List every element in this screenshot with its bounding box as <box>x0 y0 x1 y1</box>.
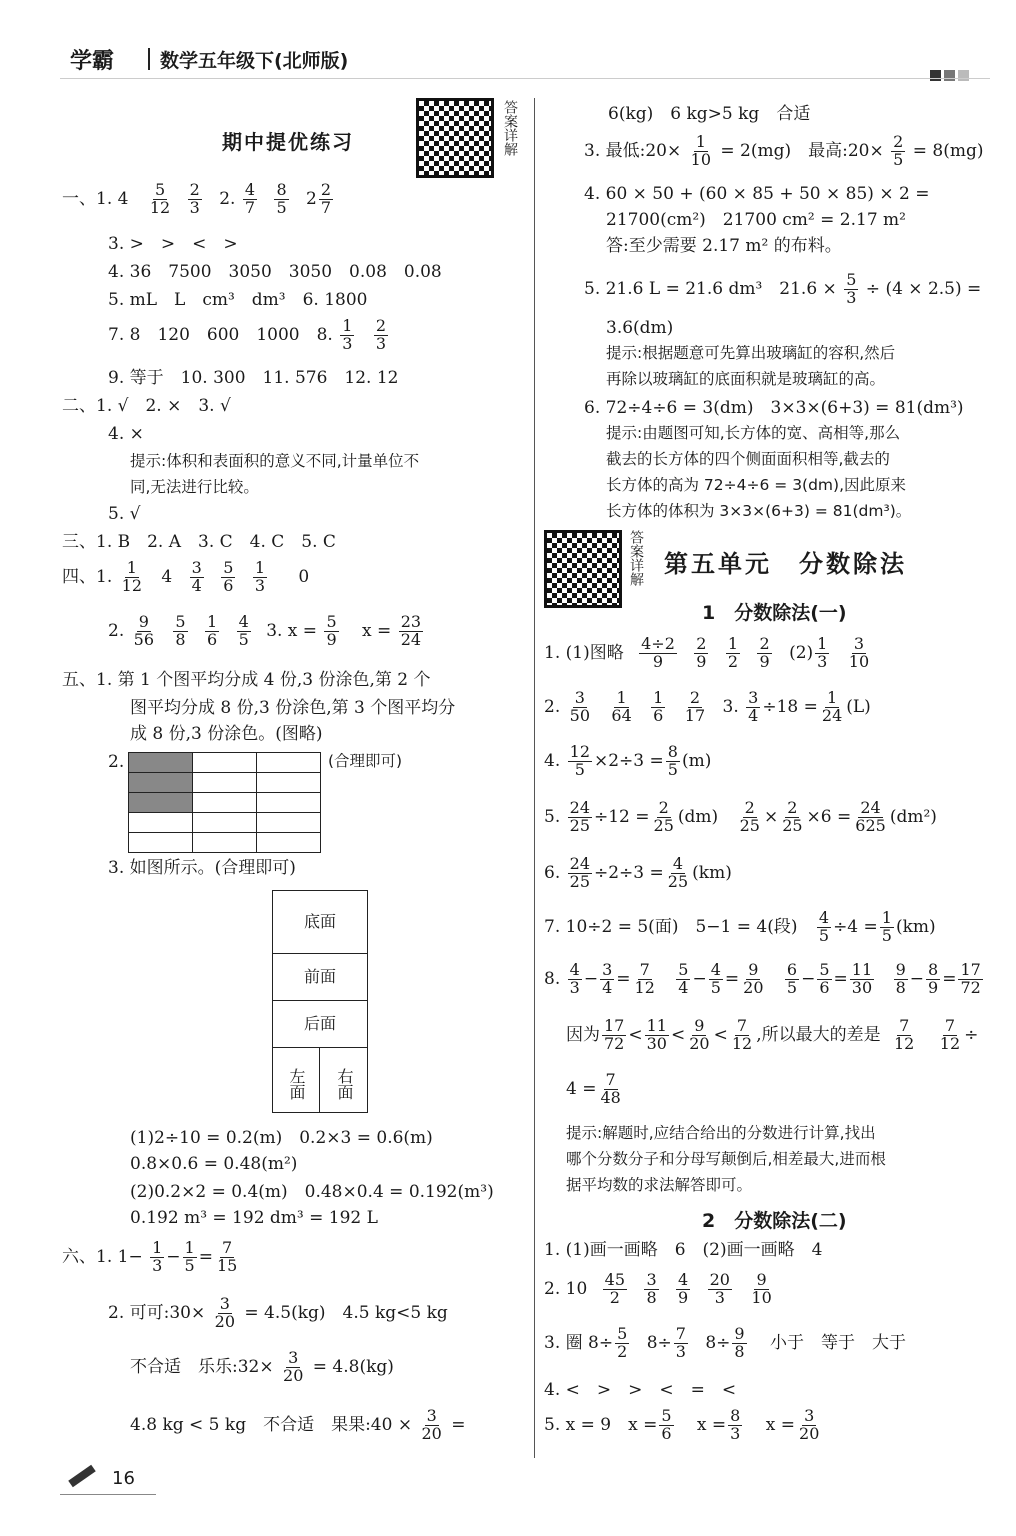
footer-rule <box>60 1494 156 1495</box>
r6-tip-2: 截去的长方体的四个侧面面积相等,截去的 <box>606 450 890 468</box>
r-line3: 3. 最低:20× $\frac{1}{10}$ = 2(mg) 最高:20× $\frac{2}{5}$ = 8(mg) <box>584 132 984 169</box>
s1-line7: 7. 8 120 600 1000 8. $\frac{1}{3}$ $\frac{2}{3}$ <box>108 316 387 353</box>
shaded-grid <box>128 752 321 853</box>
r6-tip-1: 提示:由题图可知,长方体的宽、高相等,那么 <box>606 424 901 442</box>
s5-line1c: 成 8 份,3 份涂色。(图略) <box>130 724 323 744</box>
header-divider <box>148 48 150 70</box>
s6-line2e: 4.8 kg < 5 kg 不合适 果果:40 × $\frac{3}{20}$ = <box>130 1406 466 1443</box>
qr-code-icon <box>416 98 494 178</box>
s2-line4: 4. × <box>108 424 144 444</box>
net-left: 左面 <box>272 1047 320 1113</box>
r-line5: 5. 21.6 L = 21.6 dm³ 21.6 × $\frac{5}{3}$ ÷ (4 × 2.5) = <box>584 270 982 307</box>
r6-tip-3: 长方体的高为 72÷4÷6 = 3(dm),因此原来 <box>606 476 907 494</box>
s4-line2: 2. $\frac{9}{56}$ $\frac{5}{8}$ $\frac{1}{6}$ $\frac{4}{5}$ 3. x = $\frac{5}{9}$ x = $\frac{23}{24}$ <box>108 612 422 649</box>
s1-line9: 9. 等于 10. 300 11. 576 12. 12 <box>108 368 399 388</box>
brand-logo: 学霸 <box>70 49 115 74</box>
s5-line3: 3. 如图所示。(合理即可) <box>108 858 296 878</box>
r-line4c: 答:至少需要 2.17 m² 的布料。 <box>606 236 842 256</box>
p4: 4. < > > < = < <box>544 1380 737 1400</box>
calc-line1: (1)2÷10 = 0.2(m) 0.2×3 = 0.6(m) <box>130 1128 433 1148</box>
calc-line3: (2)0.2×2 = 0.4(m) 0.48×0.4 = 0.192(m³) <box>130 1182 494 1202</box>
s1-line4: 4. 36 7500 3050 3050 0.08 0.08 <box>108 262 442 282</box>
s4-line1: 四、1. $\frac{1}{12}$ 4 $\frac{3}{4}$ $\frac{5}{6}$ $\frac{1}{3}$ 0 <box>62 558 310 595</box>
s5-line2: 2. <box>108 752 125 772</box>
q7: 7. 10÷2 = 5(面) 5−1 = 4(段) $\frac{4}{5}$ ÷4 = $\frac{1}{5}$ (km) <box>544 908 936 945</box>
s2-tip-2: 同,无法进行比较。 <box>130 478 259 496</box>
qr-label: 答案详解 <box>502 100 518 156</box>
unit-title: 第五单元 分数除法 <box>664 550 907 578</box>
q4: 4. $\frac{12}{5}$ ×2÷3 = $\frac{8}{5}$ (m) <box>544 742 712 779</box>
section-2-title: 2 分数除法(二) <box>702 1210 847 1232</box>
q6: 6. $\frac{24}{25}$ ÷2÷3 = $\frac{4}{25}$ (km) <box>544 854 732 891</box>
p5: 5. x = 9 x = $\frac{5}{6}$ x = $\frac{8}{3}$ x = $\frac{3}{20}$ <box>544 1406 820 1443</box>
q8-result: 4 = $\frac{7}{48}$ <box>566 1070 621 1107</box>
column-divider <box>534 98 535 1458</box>
p1: 1. (1)画一画略 6 (2)画一画略 4 <box>544 1240 823 1260</box>
qr-code-icon-unit <box>544 530 622 608</box>
q1: 1. (1)图略 $\frac{4\div 2}{9}$ $\frac{2}{9}$ $\frac{1}{2}$ $\frac{2}{9}$ (2) $\frac{1}{3}$ $\frac{3}{10}$ <box>544 634 870 671</box>
qr-label-unit: 答案详解 <box>628 530 644 586</box>
pencil-icon <box>68 1465 96 1488</box>
r-line5c: 3.6(dm) <box>606 318 674 338</box>
r-line4a: 4. 60 × 50 + (60 × 85 + 50 × 85) × 2 = <box>584 184 930 204</box>
page-title: 期中提优练习 <box>222 130 354 154</box>
q8-tip-2: 哪个分数分子和分母写颠倒后,相差最大,进而根 <box>566 1150 886 1168</box>
calc-line2: 0.8×0.6 = 0.48(m²) <box>130 1154 298 1174</box>
r-line6: 6. 72÷4÷6 = 3(dm) 3×3×(6+3) = 81(dm³) <box>584 398 964 418</box>
s1-line3: 3. > > < > <box>108 234 238 254</box>
s1-line5: 5. mL L cm³ dm³ 6. 1800 <box>108 290 368 310</box>
s6-line1: 六、1. 1− $\frac{1}{3}$ − $\frac{1}{5}$ = $\frac{7}{15}$ <box>62 1238 238 1275</box>
p3: 3. 圈 8÷ $\frac{5}{2}$ 8÷ $\frac{7}{3}$ 8÷ $\frac{9}{8}$ 小于 等于 大于 <box>544 1324 906 1361</box>
r6-tip-4: 长方体的体积为 3×3×(6+3) = 81(dm³)。 <box>606 502 912 520</box>
r-line4b: 21700(cm²) 21700 cm² = 2.17 m² <box>606 210 906 230</box>
s2-tip-1: 提示:体积和表面积的意义不同,计量单位不 <box>130 452 420 470</box>
net-bottom: 底面 <box>272 890 368 954</box>
r5-tip-2: 再除以玻璃缸的底面积就是玻璃缸的高。 <box>606 370 886 388</box>
q8-tip-1: 提示:解题时,应结合给出的分数进行计算,找出 <box>566 1124 876 1142</box>
s6-line2a: 2. 可可:30× $\frac{3}{20}$ = 4.5(kg) 4.5 kg<5 kg <box>108 1294 448 1331</box>
header-subject: 数学五年级下(北师版) <box>160 50 349 72</box>
s2-line5: 5. √ <box>108 504 141 524</box>
page-number: 16 <box>112 1468 135 1489</box>
net-back: 后面 <box>272 1000 368 1048</box>
r5-tip-1: 提示:根据题意可先算出玻璃缸的容积,然后 <box>606 344 896 362</box>
net-right: 右面 <box>319 1047 368 1113</box>
net-front: 前面 <box>272 953 368 1001</box>
s5-line1a: 五、1. 第 1 个图平均分成 4 份,3 份涂色,第 2 个 <box>62 670 431 690</box>
q8-because: 因为 $\frac{17}{72}$ < $\frac{11}{30}$ < $\frac{9}{20}$ < $\frac{7}{12}$ ,所以最大的差是 $\frac{7}{12}$ $\frac{7}{12}$ ÷ <box>566 1016 979 1053</box>
s1-line1: 一、1. 4 $\frac{5}{12}$ $\frac{2}{3}$ 2. $\frac{4}{7}$ $\frac{8}{5}$ 2 $\frac{2}{7}$ <box>62 180 332 217</box>
q5: 5. $\frac{24}{25}$ ÷12 = $\frac{2}{25}$ (dm) $\frac{2}{25}$ × $\frac{2}{25}$ ×6 = $\frac{24}{625}$ (dm²) <box>544 798 937 835</box>
header-rule <box>60 78 990 79</box>
q2: 2. $\frac{3}{50}$ $\frac{1}{64}$ $\frac{1}{6}$ $\frac{2}{17}$ 3. $\frac{3}{4}$ ÷18 = $\frac{1}{24}$ (L) <box>544 688 871 725</box>
calc-line4: 0.192 m³ = 192 dm³ = 192 L <box>130 1208 378 1228</box>
s5-line1b: 图平均分成 8 份,3 份涂色,第 3 个图平均分 <box>130 698 456 718</box>
q8-tip-3: 据平均数的求法解答即可。 <box>566 1176 753 1194</box>
r-line1: 6(kg) 6 kg>5 kg 合适 <box>608 104 811 124</box>
s6-line2c: 不合适 乐乐:32× $\frac{3}{20}$ = 4.8(kg) <box>130 1348 394 1385</box>
s5-line2-note: (合理即可) <box>328 752 403 770</box>
s2-line1: 二、1. √ 2. × 3. √ <box>62 396 231 416</box>
q8: 8. $\frac{4}{3}$ − $\frac{3}{4}$ = $\frac{7}{12}$ $\frac{5}{4}$ − $\frac{4}{5}$ = $\frac{9}{20}$ $\frac{6}{5}$ − $\frac{5}{6}$ = $\frac{11}{30}$ $\frac{9}{8}$ − $\frac{8}{9}$ = $\frac{17}{72}$ <box>544 960 981 997</box>
s3-line: 三、1. B 2. A 3. C 4. C 5. C <box>62 532 336 552</box>
header-squares <box>930 66 969 86</box>
section-1-title: 1 分数除法(一) <box>702 602 847 624</box>
p2: 2. 10 $\frac{45}{2}$ $\frac{3}{8}$ $\frac{4}{9}$ $\frac{20}{3}$ $\frac{9}{10}$ <box>544 1270 772 1307</box>
